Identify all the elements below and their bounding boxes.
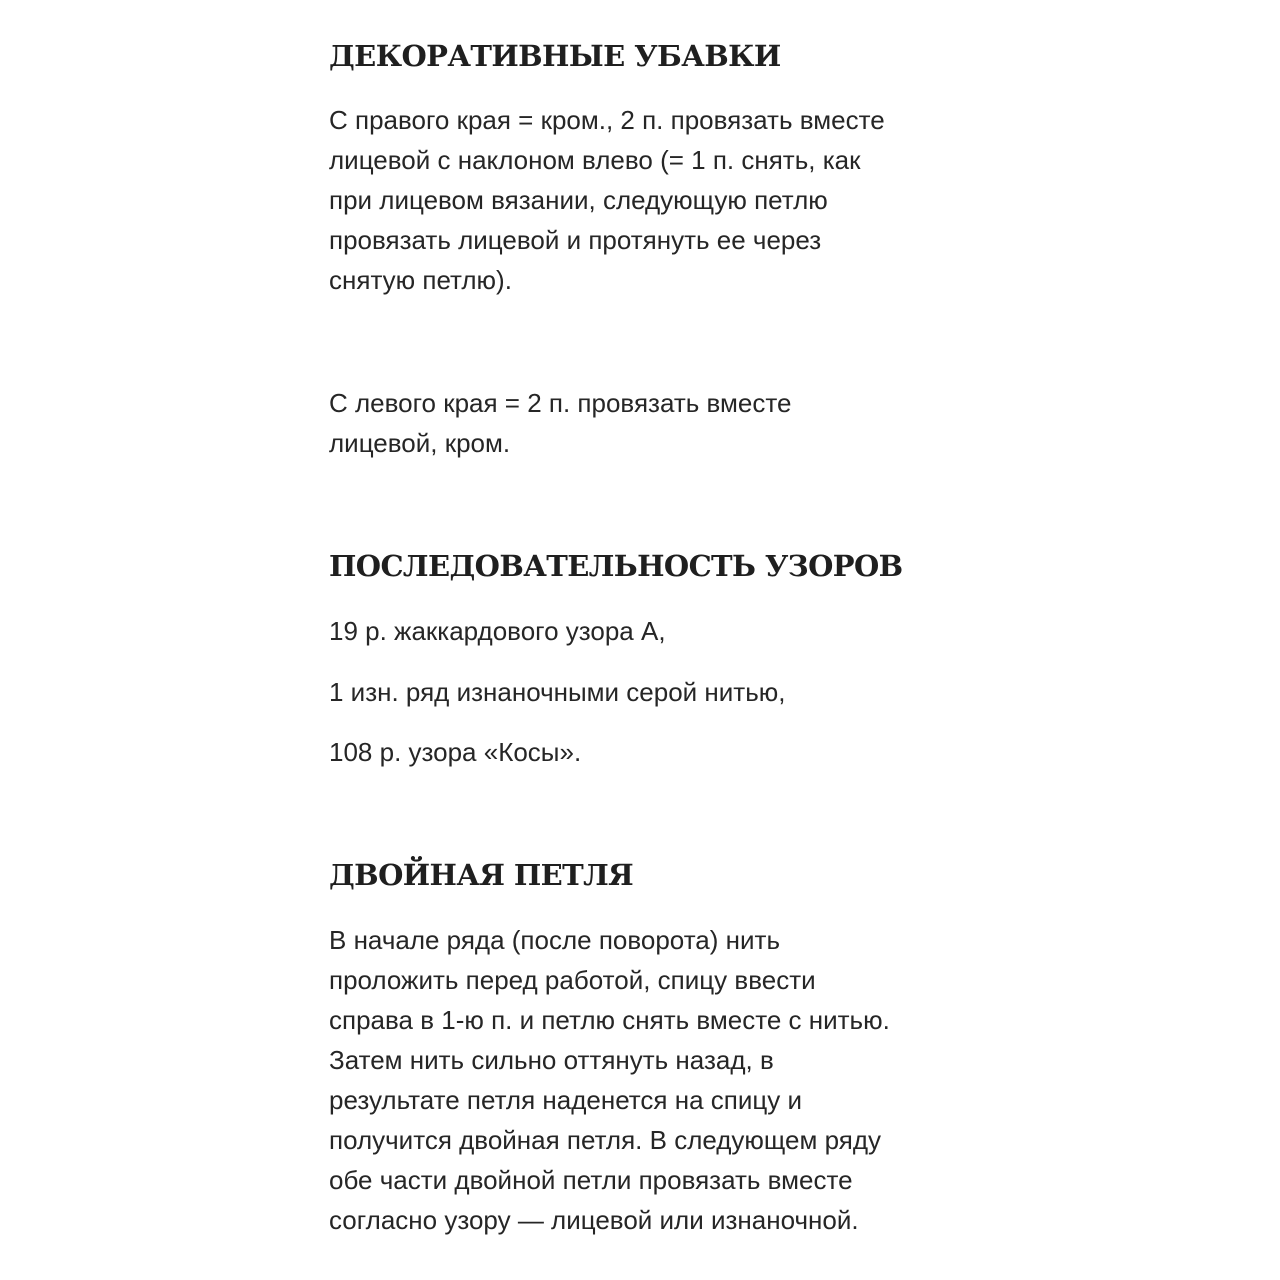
text-line: проложить перед работой, спицу ввести	[329, 965, 816, 995]
text-line: 19 р. жаккардового узора А,	[329, 616, 666, 646]
section-heading-double-stitch: ДВОЙНАЯ ПЕТЛЯ	[329, 858, 634, 892]
paragraph-jacquard-rows	[329, 611, 666, 651]
text-line: С правого края = кром., 2 п. провязать вместе	[329, 105, 885, 135]
text-line: получится двойная петля. В следующем ряду	[329, 1125, 882, 1155]
section-heading-pattern-sequence: ПОСЛЕДОВАТЕЛЬНОСТЬ УЗОРОВ	[329, 549, 903, 583]
text-line: Затем нить сильно оттянуть назад, в	[329, 1045, 774, 1075]
text-line: С левого края = 2 п. провязать вместе	[329, 388, 792, 418]
paragraph-purl-row	[329, 672, 786, 712]
paragraph-cables-rows	[329, 732, 581, 772]
text-line: лицевой с наклоном влево (= 1 п. снять, как	[329, 145, 861, 175]
paragraph-double-stitch-instructions	[329, 920, 890, 1240]
paragraph-right-edge-decrease	[329, 100, 885, 300]
text-line: согласно узору — лицевой или изнаночной.	[329, 1205, 859, 1235]
text-line: обе части двойной петли провязать вместе	[329, 1165, 853, 1195]
paragraph-left-edge-decrease	[329, 383, 791, 463]
section-heading-decorative-decreases: ДЕКОРАТИВНЫЕ УБАВКИ	[329, 39, 781, 73]
text-line: 1 изн. ряд изнаночными серой нитью,	[329, 677, 786, 707]
text-line: провязать лицевой и протянуть ее через	[329, 225, 822, 255]
text-line: при лицевом вязании, следующую петлю	[329, 185, 828, 215]
text-line: снятую петлю).	[329, 265, 512, 295]
text-line: В начале ряда (после поворота) нить	[329, 925, 780, 955]
text-line: 108 р. узора «Косы».	[329, 737, 582, 767]
text-line: справа в 1-ю п. и петлю снять вместе с нитью.	[329, 1005, 890, 1035]
text-line: результате петля наденется на спицу и	[329, 1085, 802, 1115]
text-line: лицевой, кром.	[329, 428, 511, 458]
